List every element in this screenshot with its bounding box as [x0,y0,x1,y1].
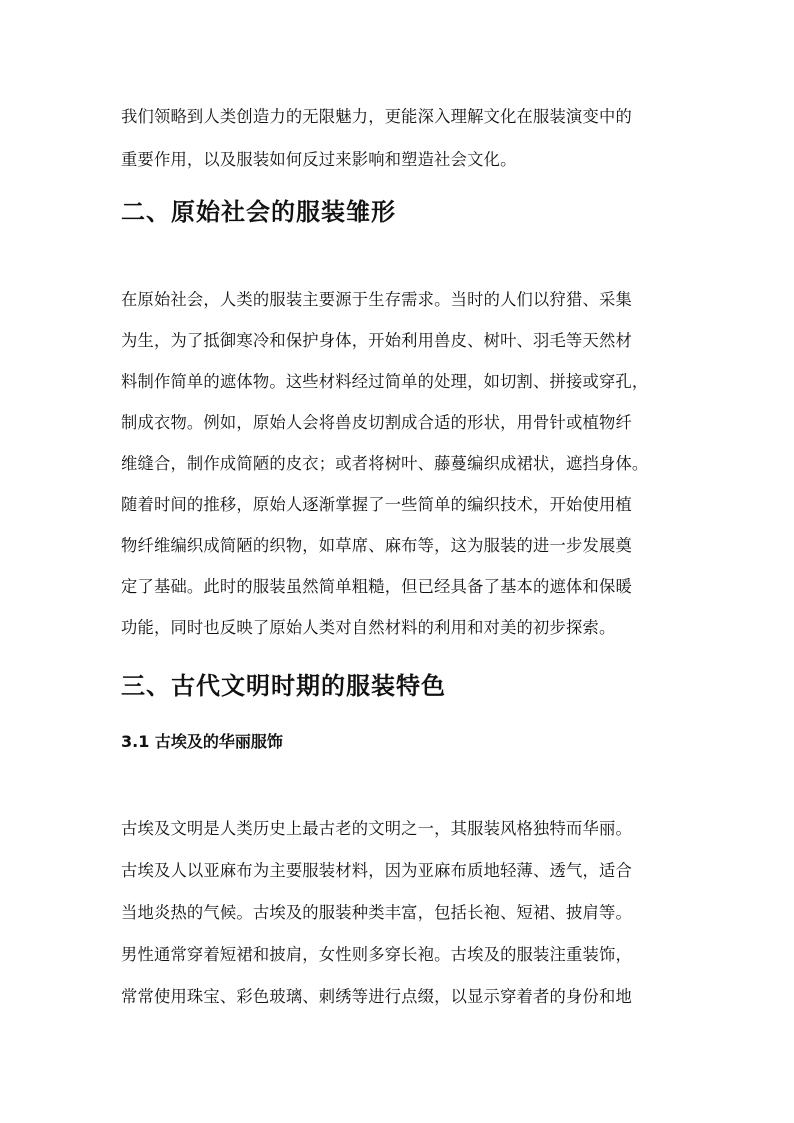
paragraph-line: 在原始社会，人类的服装主要源于生存需求。当时的人们以狩猎、采集 [121,290,632,309]
intro-line: 重要作用，以及服装如何反过来影响和塑造社会文化。 [121,150,517,169]
paragraph-line: 定了基础。此时的服装虽然简单粗糙，但已经具备了基本的遮体和保暖 [121,577,632,596]
paragraph-line: 为生，为了抵御寒冷和保护身体，开始利用兽皮、树叶、羽毛等天然材 [121,331,632,350]
paragraph-line: 男性通常穿着短裙和披肩，女性则多穿长袍。古埃及的服装注重装饰， [121,945,632,964]
paragraph-line: 功能，同时也反映了原始人类对自然材料的利用和对美的初步探索。 [121,618,616,637]
section-heading: 三、古代文明时期的服装特色 [121,671,446,700]
subsection-heading: 3.1 古埃及的华丽服饰 [121,732,283,751]
paragraph-line: 料制作简单的遮体物。这些材料经过简单的处理，如切割、拼接或穿孔， [121,372,649,391]
paragraph-line: 古埃及文明是人类历史上最古老的文明之一，其服装风格独特而华丽。 [121,819,632,838]
paragraph-line: 常常使用珠宝、彩色玻璃、刺绣等进行点缀，以显示穿着者的身份和地 [121,987,632,1006]
section-heading: 二、原始社会的服装雏形 [121,197,396,226]
paragraph-line: 物纤维编织成简陋的织物，如草席、麻布等，这为服装的进一步发展奠 [121,536,632,555]
paragraph-line: 当地炎热的气候。古埃及的服装种类丰富，包括长袍、短裙、披肩等。 [121,903,632,922]
paragraph-line: 随着时间的推移，原始人逐渐掌握了一些简单的编织技术，开始使用植 [121,495,632,514]
paragraph-line: 制成衣物。例如，原始人会将兽皮切割成合适的形状，用骨针或植物纤 [121,413,632,432]
paragraph-line: 古埃及人以亚麻布为主要服装材料，因为亚麻布质地轻薄、透气，适合 [121,861,632,880]
paragraph-line: 维缝合，制作成简陋的皮衣；或者将树叶、藤蔓编织成裙状，遮挡身体。 [121,454,649,473]
intro-line: 我们领略到人类创造力的无限魅力，更能深入理解文化在服装演变中的 [121,107,632,126]
